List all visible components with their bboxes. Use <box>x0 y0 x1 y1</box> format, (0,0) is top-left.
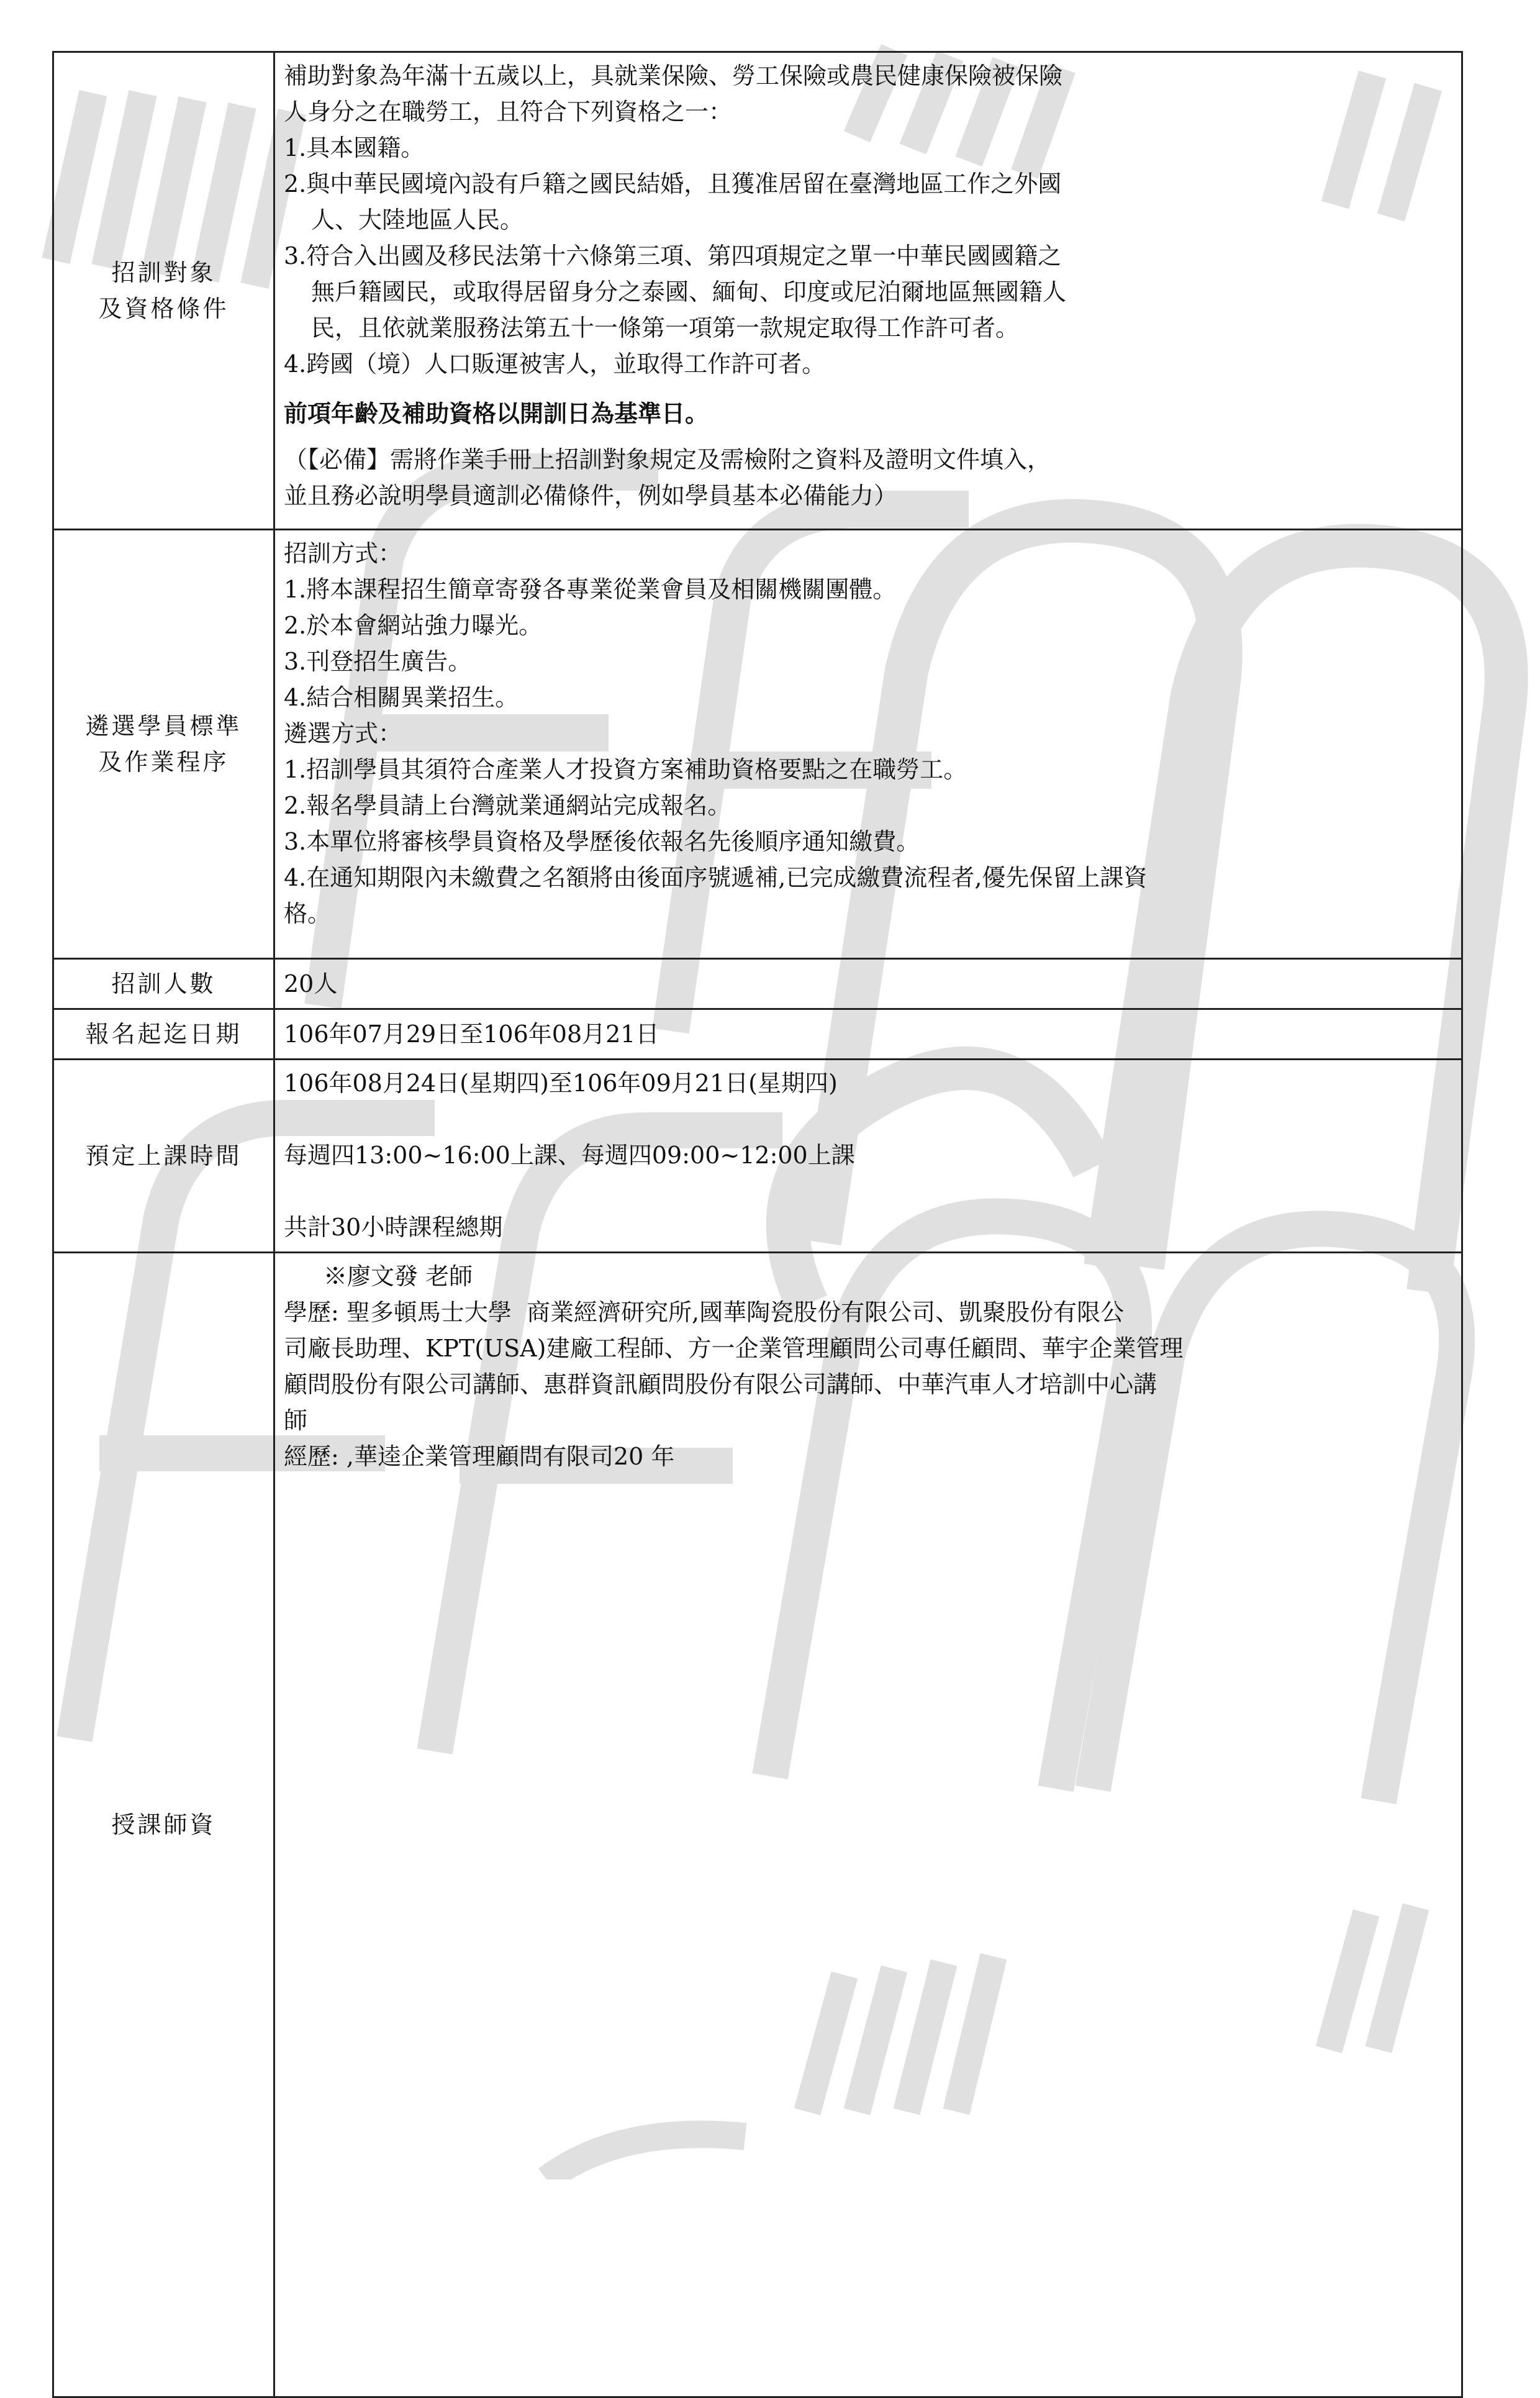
selection-line: 4.在通知期限內未繳費之名額將由後面序號遞補,已完成繳費流程者,優先保留上課資 <box>284 864 1148 891</box>
label-instructor: 授課師資 <box>53 1253 274 2397</box>
eligibility-line: 人身分之在職勞工，且符合下列資格之一： <box>284 98 733 125</box>
eligibility-line: 4.跨國（境）人口販運被害人，並取得工作許可者。 <box>284 350 826 378</box>
eligibility-line: 無戶籍國民，或取得居留身分之泰國、緬甸、印度或尼泊爾地區無國籍人 <box>311 278 1067 306</box>
schedule-weekly: 每週四13:00~16:00上課、每週四09:00~12:00上課 <box>284 1142 855 1169</box>
eligibility-line: 1.具本國籍。 <box>284 134 425 161</box>
label-eligibility <box>53 52 274 530</box>
selection-line: 招訓方式： <box>284 540 402 567</box>
eligibility-required-note: （【必備】需將作業手冊上招訓對象規定及需檢附之資料及證明文件填入， <box>284 446 1051 473</box>
instructor-education-line: 學歷: 聖多頓馬士大學 商業經濟研究所,國華陶瓷股份有限公司、凱聚股份有限公 <box>284 1299 1125 1326</box>
label-eligibility-line1: 招訓對象 <box>111 259 216 286</box>
schedule-dates: 106年08月24日(星期四)至106年09月21日(星期四) <box>284 1070 838 1097</box>
row-schedule <box>53 1060 1462 1253</box>
eligibility-line: 3.符合入出國及移民法第十六條第三項、第四項規定之單一中華民國國籍之 <box>284 242 1062 270</box>
label-enrollment: 招訓人數 <box>53 959 274 1009</box>
content-eligibility <box>274 52 1462 530</box>
label-eligibility-line2: 及資格條件 <box>98 295 229 322</box>
selection-line: 3.本單位將審核學員資格及學歷後依報名先後順序通知繳費。 <box>284 828 920 855</box>
selection-line: 格。 <box>284 900 332 927</box>
selection-line: 1.將本課程招生簡章寄發各專業從業會員及相關機關團體。 <box>284 576 897 603</box>
selection-line: 2.報名學員請上台灣就業通網站完成報名。 <box>284 792 732 819</box>
eligibility-line: 民，且依就業服務法第五十一條第一項第一款規定取得工作許可者。 <box>311 314 1020 342</box>
course-info-table <box>52 51 1463 2398</box>
eligibility-line: 補助對象為年滿十五歲以上，具就業保險、勞工保險或農民健康保險被保險 <box>284 62 1063 89</box>
instructor-experience: 經歷: ,華逵企業管理顧問有限司20 年 <box>284 1443 675 1470</box>
eligibility-line: 2.與中華民國境內設有戶籍之國民結婚，且獲准居留在臺灣地區工作之外國 <box>284 170 1062 198</box>
row-selection <box>53 530 1462 959</box>
row-enrollment <box>53 959 1462 1009</box>
selection-line: 2.於本會網站強力曝光。 <box>284 612 543 639</box>
selection-line: 遴選方式： <box>284 720 402 747</box>
instructor-name: ※廖文發 老師 <box>324 1263 473 1290</box>
selection-line: 1.招訓學員其須符合產業人才投資方案補助資格要點之在職勞工。 <box>284 756 967 783</box>
instructor-education-line: 師 <box>284 1407 308 1434</box>
row-eligibility <box>53 52 1462 530</box>
content-instructor <box>274 1253 1462 2397</box>
label-schedule: 預定上課時間 <box>53 1060 274 1253</box>
value-registration: 106年07月29日至106年08月21日 <box>274 1009 1462 1060</box>
label-selection-line2: 及作業程序 <box>98 748 229 776</box>
instructor-education-line: 顧問股份有限公司講師、惠群資訊顧問股份有限公司講師、中華汽車人才培訓中心講 <box>284 1371 1157 1398</box>
label-selection <box>53 530 274 959</box>
eligibility-bold-note: 前項年齡及補助資格以開訓日為基準日。 <box>284 399 709 427</box>
row-registration <box>53 1009 1462 1060</box>
content-selection <box>274 530 1462 959</box>
content-schedule <box>274 1060 1462 1253</box>
label-registration: 報名起迄日期 <box>53 1009 274 1060</box>
label-selection-line1: 遴選學員標準 <box>85 712 242 740</box>
schedule-total: 共計30小時課程總期 <box>284 1214 503 1241</box>
eligibility-required-note: 並且務必說明學員適訓必備條件，例如學員基本必備能力） <box>284 482 898 509</box>
selection-line: 4.結合相關異業招生。 <box>284 684 519 711</box>
eligibility-line: 人、大陸地區人民。 <box>311 206 524 234</box>
selection-line: 3.刊登招生廣告。 <box>284 648 472 675</box>
value-enrollment: 20人 <box>274 959 1462 1009</box>
instructor-education-line: 司廠長助理、KPT(USA)建廠工程師、方一企業管理顧問公司專任顧問、華宇企業管理 <box>284 1335 1184 1362</box>
row-instructor <box>53 1253 1462 2397</box>
